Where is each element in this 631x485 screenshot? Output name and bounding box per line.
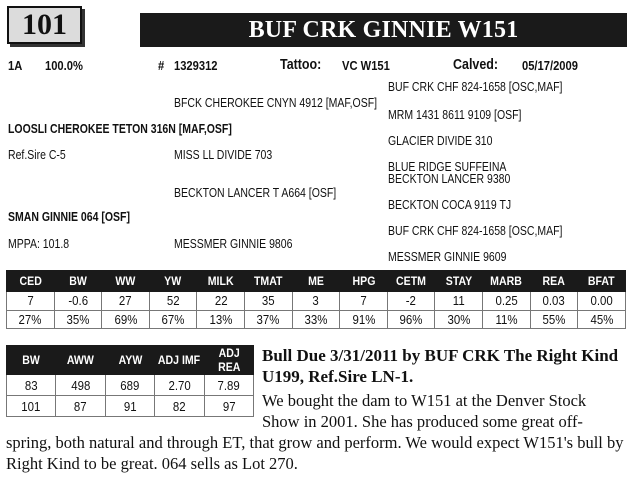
epd-value: 0.25 [483,292,531,311]
epd-header: MILK [197,271,245,292]
epd-header: YW [149,271,197,292]
ratio-value: 689 [105,375,154,396]
epd-header: BW [54,271,102,292]
ratio-header: AWW [56,346,105,375]
epd-header: BFAT [578,271,626,292]
epd-value: 22 [197,292,245,311]
epd-value: 0.03 [530,292,578,311]
epd-header: CETM [387,271,435,292]
epd-header: ME [292,271,340,292]
calved-date: 05/17/2009 [522,58,578,73]
ratio-ratio: 91 [105,396,154,417]
epd-percentile: 45% [578,310,626,329]
epd-value: 52 [149,292,197,311]
epd-header: REA [530,271,578,292]
epd-value: 35 [245,292,293,311]
epd-percentile: 13% [197,310,245,329]
tattoo-label: Tattoo: [280,57,322,73]
epd-percentile: 96% [387,310,435,329]
ratio-ratio: 87 [56,396,105,417]
epd-value: 27 [102,292,150,311]
epd-header: WW [102,271,150,292]
pedigree-dam: SMAN GINNIE 064 [OSF] [8,210,130,224]
epd-header: STAY [435,271,483,292]
pedigree-dam-note: MPPA: 101.8 [8,237,70,251]
epd-percentile: 11% [483,310,531,329]
epd-percentile: 69% [102,310,150,329]
ratio-value: 7.89 [204,375,253,396]
reg-number: 1329312 [174,58,218,73]
epd-percentile: 30% [435,310,483,329]
epd-header: CED [7,271,55,292]
ratio-ratio-row [7,396,254,417]
pedigree-dds-2: MESSMER GINNIE 9609 [388,250,507,264]
pedigree-dds-1: BUF CRK CHF 824-1658 [OSC,MAF] [388,224,563,238]
pedigree-sire-note: Ref.Sire C-5 [8,148,66,162]
pedigree-sire-sire: BFCK CHEROKEE CNYN 4912 [MAF,OSF] [174,96,378,110]
ratio-value: 2.70 [155,375,204,396]
animal-name-title: BUF CRK GINNIE W151 [140,13,627,47]
pedigree-dss-2: BECKTON COCA 9119 TJ [388,198,512,212]
notes-paragraph-part2: spring, both natural and through ET, that grow and perform. We would expect W151's bull by Right Kind to be great. 064 sells as Lot 270. [6,433,624,473]
notes-paragraph-part1: We bought the dam to W151 at the Denver Stock Show in 2001. She has produced some great off- [262,391,587,431]
pedigree-sss-1: BUF CRK CHF 824-1658 [OSC,MAF] [388,80,563,94]
info-tag: 1A [8,58,23,73]
ratio-table [6,345,254,417]
pedigree-ssd-2: BLUE RIDGE SUFFEINA [388,160,507,174]
pedigree-dam-dam: MESSMER GINNIE 9806 [174,237,293,251]
epd-value: 7 [340,292,388,311]
reg-symbol: # [158,58,165,73]
ratio-ratio: 82 [155,396,204,417]
epd-value: 0.00 [578,292,626,311]
bull-due-heading: Bull Due 3/31/2011 by BUF CRK The Right Kind U199, Ref.Sire LN-1. [262,346,619,386]
epd-value: 3 [292,292,340,311]
ratio-header-row [7,346,254,375]
pedigree-ssd-1: GLACIER DIVIDE 310 [388,134,493,148]
ratio-header: ADJ REA [204,346,253,375]
epd-value: 11 [435,292,483,311]
ratio-ratio: 101 [7,396,56,417]
epd-percentile: 67% [149,310,197,329]
pedigree-sss-2: MRM 1431 8611 9109 [OSF] [388,108,522,122]
ratio-header: BW [7,346,56,375]
epd-header-row [7,271,626,292]
ratio-header: ADJ IMF [155,346,204,375]
epd-percentile: 35% [54,310,102,329]
tattoo-value: VC W151 [342,58,390,73]
epd-value: 7 [7,292,55,311]
epd-value-row [7,292,626,311]
epd-percentile-row [7,310,626,329]
ratio-value-row [7,375,254,396]
epd-header: TMAT [245,271,293,292]
calved-label: Calved: [453,57,499,73]
ratio-value: 498 [56,375,105,396]
epd-header: HPG [340,271,388,292]
pedigree-sire: LOOSLI CHEROKEE TETON 316N [MAF,OSF] [8,122,232,136]
epd-value: -2 [387,292,435,311]
epd-percentile: 55% [530,310,578,329]
info-percent: 100.0% [45,58,83,73]
ratio-ratio: 97 [204,396,253,417]
epd-table [6,270,626,329]
epd-value: -0.6 [54,292,102,311]
epd-percentile: 33% [292,310,340,329]
epd-header: MARB [483,271,531,292]
pedigree-dam-sire: BECKTON LANCER T A664 [OSF] [174,186,337,200]
ratio-value: 83 [7,375,56,396]
lot-number: 101 [7,6,82,44]
pedigree-dss-1: BECKTON LANCER 9380 [388,172,511,186]
ratio-header: AYW [105,346,154,375]
pedigree-sire-dam: MISS LL DIVIDE 703 [174,148,273,162]
epd-percentile: 27% [7,310,55,329]
epd-percentile: 37% [245,310,293,329]
epd-percentile: 91% [340,310,388,329]
